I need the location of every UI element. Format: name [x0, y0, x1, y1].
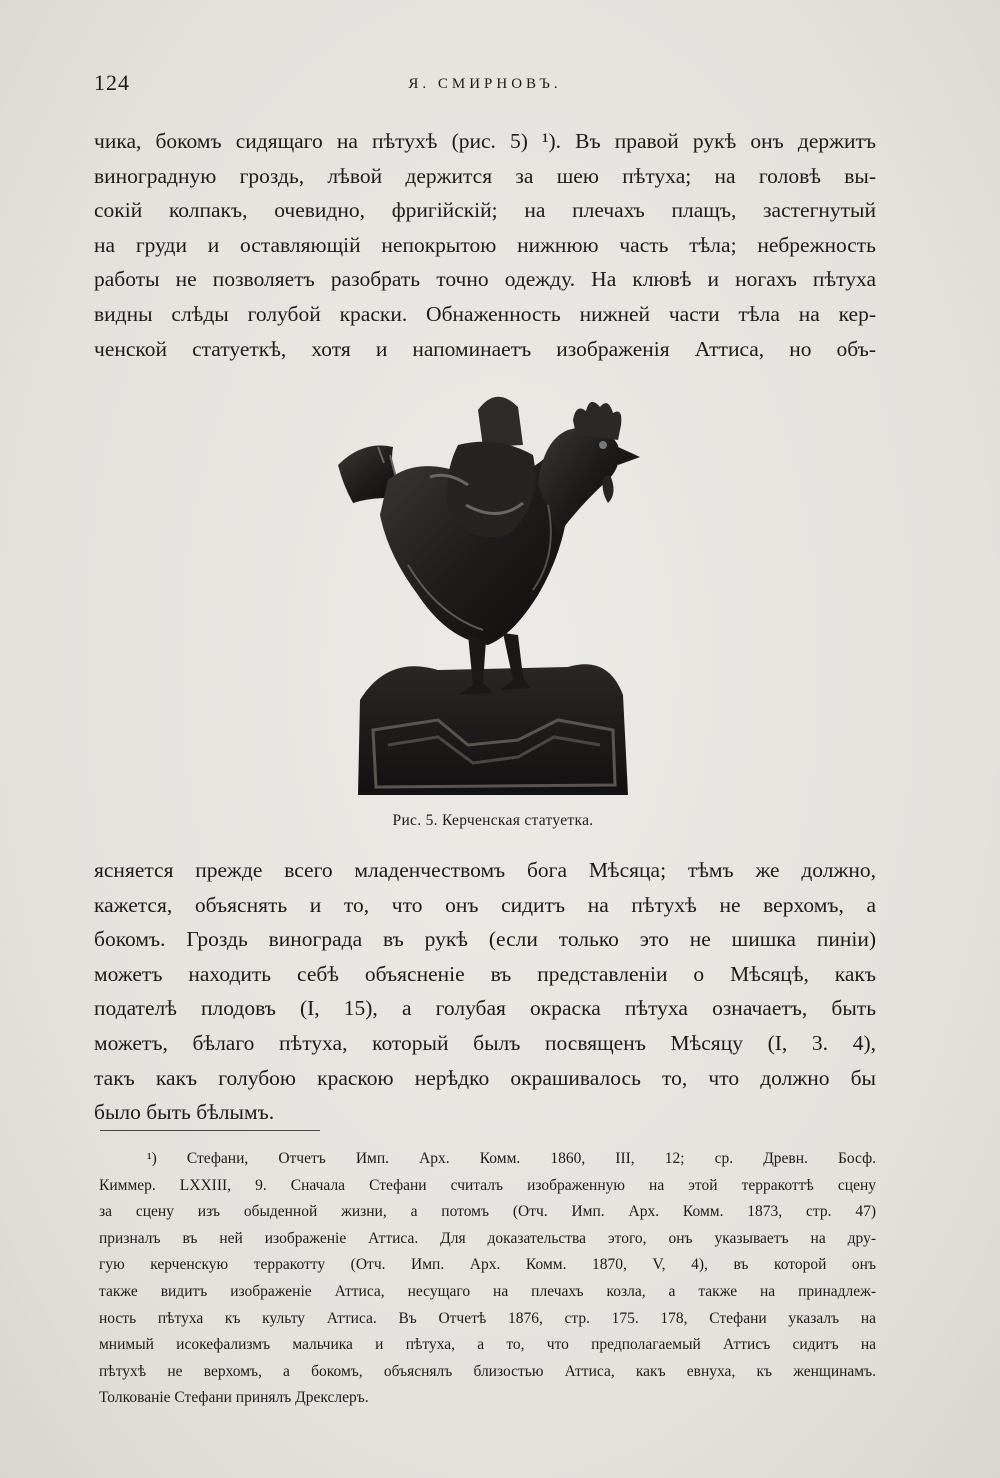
text-line: кажется, объяснять и то, что онъ сидитъ на пѣтухѣ не верхомъ, а: [94, 892, 876, 917]
footnotes: [99, 1146, 876, 1412]
text-line: видны слѣды голубой краски. Обнаженность нижней части тѣла на кер-: [94, 301, 876, 326]
text-line: подателѣ плодовъ (I, 15), а голубая окраска пѣтуха означаетъ, быть: [94, 996, 876, 1021]
text-line: работы не позволяетъ разобрать точно одежду. На клювѣ и ногахъ пѣтуха: [94, 267, 876, 292]
text-line: ченской статуеткѣ, хотя и напоминаетъ изображенія Аттиса, но объ-: [94, 336, 876, 361]
footnote-line: пѣтухѣ не верхомъ, а бокомъ, объяснялъ близостью Аттиса, какъ евнуха, къ женщинамъ.: [99, 1362, 876, 1380]
text-line: можетъ, бѣлаго пѣтуха, который былъ посвященъ Мѣсяцу (I, 3. 4),: [94, 1030, 876, 1055]
footnote-line: ность пѣтуха къ культу Аттиса. Въ Отчетѣ 1876, стр. 175. 178, Стефани указалъ на: [99, 1309, 876, 1327]
footnote-line: также видитъ изображеніе Аттиса, несущаго на плечахъ козла, а также на принадлеж-: [99, 1282, 876, 1300]
text-line: виноградную гроздь, лѣвой держится за шею пѣтуха; на головѣ вы-: [94, 163, 876, 188]
footnote-line: Киммер. LXXIII, 9. Сначала Стефани считалъ изображенную на этой терракоттѣ сцену: [99, 1176, 876, 1194]
footnote-line: гую керченскую терракотту (Отч. Имп. Арх. Комм. 1870, V, 4), въ которой онъ: [99, 1256, 876, 1274]
figure-statuette: [318, 385, 668, 805]
footnote-line: Толкованіе Стефани принялъ Дрекслеръ.: [99, 1389, 369, 1407]
footnote-divider: [100, 1130, 320, 1131]
figure-caption: Рис. 5. Керченская статуетка.: [392, 812, 594, 829]
text-line: было быть бѣлымъ.: [94, 1100, 275, 1125]
text-line: на груди и оставляющій непокрытою нижнюю часть тѣла; небрежность: [94, 232, 876, 257]
page-header: [94, 70, 876, 104]
text-line: сокій колпакъ, очевидно, фригійскій; на плечахъ плащъ, застегнутый: [94, 198, 876, 223]
running-title: Я. СМИРНОВЪ.: [408, 76, 562, 92]
footnote-line: ¹) Стефани, Отчетъ Имп. Арх. Комм. 1860, III, 12; ср. Древн. Босф.: [147, 1150, 876, 1167]
text-line: ясняется прежде всего младенчествомъ бога Мѣсяца; тѣмъ же должно,: [94, 858, 876, 882]
text-line: такъ какъ голубою краскою нерѣдко окрашивалось то, что должно бы: [94, 1065, 876, 1090]
paragraph-top: [94, 124, 876, 366]
paragraph-bottom: [94, 853, 876, 1130]
text-line: чика, бокомъ сидящаго на пѣтухѣ (рис. 5) ¹). Въ правой рукѣ онъ держитъ: [94, 129, 876, 153]
footnote-line: призналъ въ ней изображеніе Аттиса. Для доказательства этого, онъ указываетъ на дру-: [99, 1229, 876, 1247]
text-line: бокомъ. Гроздь винограда въ рукѣ (если только это не шишка пиніи): [94, 927, 876, 952]
footnote-line: мнимый исокефализмъ мальчика и пѣтуха, а то, что предполагаемый Аттисъ сидитъ на: [99, 1336, 876, 1354]
footnote-line: за сцену изъ обыденной жизни, а потомъ (Отч. Имп. Арх. Комм. 1873, стр. 47): [99, 1203, 876, 1221]
text-line: можетъ находить себѣ объясненіе въ представленіи о Мѣсяцѣ, какъ: [94, 961, 876, 986]
page-number: 124: [94, 70, 130, 95]
statuette-image: [318, 385, 668, 805]
